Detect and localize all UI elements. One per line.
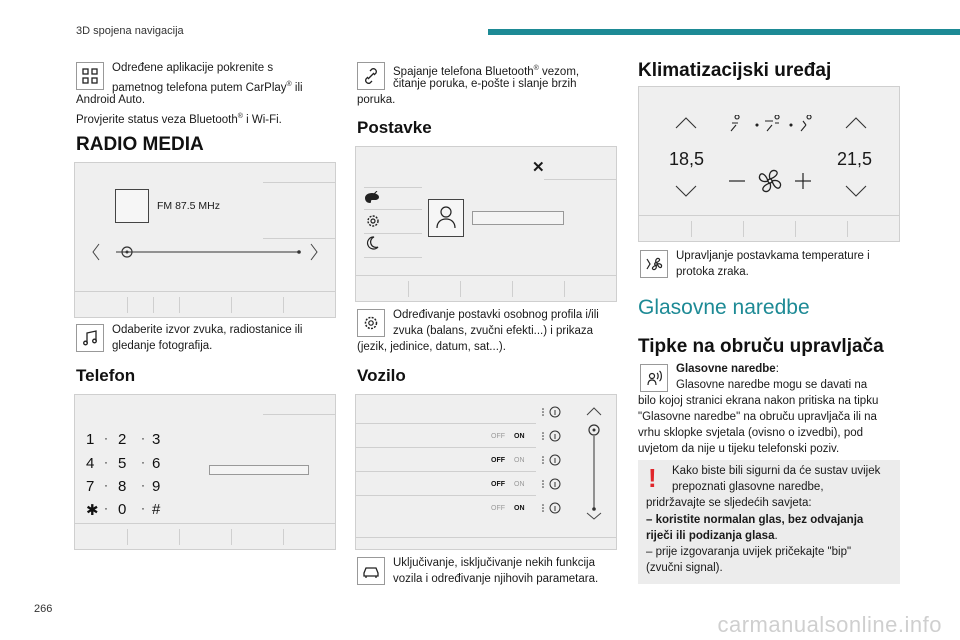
keypad-key: 6 [152,455,161,472]
temp-right-value: 21,5 [837,149,873,169]
settings-gear-icon [357,309,385,337]
vehicle-heading: Vozilo [357,366,406,385]
note-line-3: pridržavajte se sljedećih savjeta: [646,497,812,509]
keypad-key: 7 [86,478,95,495]
keypad-separator: · [104,455,108,469]
phone-number-field [209,465,309,475]
header-title: 3D spojena navigacija [76,25,184,37]
palette-icon [364,191,380,205]
note-line-4: – koristite normalan glas, bez odvajanja [646,514,864,526]
vehicle-desc-line-1: Uključivanje, isključivanje nekih funkcija [393,557,595,569]
toggle-off-label: OFF [491,457,505,464]
info-icon [540,405,564,419]
toggle-on-label: ON [514,433,525,440]
info-icon [540,477,564,491]
intro-line-3: Android Auto. [76,94,146,106]
voice-commands-heading: Glasovne naredbe [638,296,810,319]
voice-para-line-4: vrhu sklopke svjetala (ovisno o izvedbi), pod [638,427,864,439]
temp-left-value: 18,5 [669,149,705,169]
climate-heading: Klimatizacijski uređaj [638,60,832,81]
climate-desc-line-1: Upravljanje postavkama temperature i [676,250,870,262]
vehicle-row-divider [356,495,536,496]
temp-left-down-icon [673,183,699,199]
toggle-off-label: OFF [491,481,505,488]
intro-line-1: Određene aplikacije pokrenite s [112,62,274,74]
moon-icon [364,235,380,251]
keypad-key: 3 [152,431,161,448]
vehicle-row-divider [356,423,536,424]
keypad-key: 9 [152,478,161,495]
steering-wheel-heading: Tipke na obruču upravljača [638,336,884,357]
info-icon [540,429,564,443]
keypad-separator: · [141,478,145,492]
toggle-off-label: OFF [491,505,505,512]
close-icon: ✕ [532,159,545,176]
keypad-key: # [152,501,161,518]
keypad-separator: · [141,455,145,469]
voice-para-line-5: uvjetom da nije u tijeku telefonski poziv. [638,443,840,455]
keypad-key: 0 [118,501,127,518]
gear-icon [364,212,382,230]
car-icon [357,557,385,585]
warning-icon: ! [648,463,657,493]
toggle-on-label: ON [514,457,525,464]
keypad-separator: · [104,501,108,515]
keypad-separator: · [141,501,145,515]
voice-para-line-3: "Glasovne naredbe" na obruču upravljača ili na [638,411,877,423]
settings-desc-line-3: (jezik, jedinice, datum, sat...). [357,341,506,353]
vehicle-row-divider [356,471,536,472]
radio-heading: RADIO MEDIA [76,134,204,155]
note-line-2: prepoznati glasovne naredbe, [672,481,824,493]
keypad-key: 8 [118,478,127,495]
voice-para-line-2: bilo kojoj stranici ekrana nakon pritiska na tipku [638,395,879,407]
note-line-6: – prije izgovaranja uvijek pričekajte "bip" [646,546,852,558]
keypad-separator: · [141,431,145,445]
temp-right-down-icon [843,183,869,199]
radio-desc-line-2: gledanje fotografija. [112,340,213,352]
keypad-key: 4 [86,455,95,472]
bluetooth-line-2: čitanje poruka, e-pošte i slanje brzih [393,78,577,90]
settings-screen-mockup [355,146,617,302]
header-accent-bar [488,29,960,35]
intro-line-2: pametnog telefona putem CarPlay® ili [112,81,303,94]
toggle-off-label: OFF [491,433,505,440]
bluetooth-link-icon [357,62,385,90]
radio-screen-mockup [74,162,336,318]
radio-frequency: FM 87.5 MHz [157,200,221,212]
keypad-separator: · [104,431,108,445]
bluetooth-line-3: poruka. [357,94,396,106]
keypad-key: 1 [86,431,95,448]
intro-line-4: Provjerite status veza Bluetooth® i Wi-Fi. [76,113,282,126]
music-note-icon [76,324,104,352]
radio-cover-art [115,189,149,223]
settings-heading: Postavke [357,118,432,137]
temp-left-up-icon [673,115,699,131]
settings-desc-line-1: Određivanje postavki osobnog profila i/ili [393,309,599,321]
note-line-5: riječi ili podizanja glasa. [646,530,778,542]
profile-avatar [428,199,464,237]
phone-screen-mockup [74,394,336,550]
climate-fan-icon [640,250,668,278]
toggle-on-label: ON [514,481,525,488]
info-icon [540,501,564,515]
bluetooth-line-1: Spajanje telefona Bluetooth® vezom, [393,65,580,78]
apps-grid-icon [76,62,104,90]
fan-speed-control [727,165,813,197]
page-number: 266 [34,603,53,615]
climate-desc-line-2: protoka zraka. [676,266,749,278]
note-line-1: Kako biste bili sigurni da će sustav uvijek [672,465,881,477]
voice-title: Glasovne naredbe: [676,363,779,375]
settings-desc-line-2: zvuka (balans, zvučni efekti...) i prikaza [393,325,594,337]
voice-para-line-1: Glasovne naredbe mogu se davati na [676,379,868,391]
vehicle-scrollbar [582,405,606,521]
watermark: carmanualsonline.info [717,612,942,637]
radio-tuner-slider [89,241,325,263]
phone-heading: Telefon [76,366,136,385]
keypad-key: ✱ [86,502,99,519]
keypad-key: 5 [118,455,127,472]
temp-right-up-icon [843,115,869,131]
keypad-key: 2 [118,431,127,448]
info-icon [540,453,564,467]
vehicle-row-divider [356,447,536,448]
voice-command-icon [640,364,668,392]
vehicle-screen-mockup [355,394,617,550]
toggle-on-label: ON [514,505,525,512]
note-line-7: (zvučni signal). [646,562,723,574]
vehicle-desc-line-2: vozila i određivanje njihovih parametara. [393,573,599,585]
climate-screen-mockup [638,86,900,242]
airflow-modes-icon [727,115,817,135]
radio-desc-line-1: Odaberite izvor zvuka, radiostanice ili [112,324,303,336]
keypad-separator: · [104,478,108,492]
profile-name-field [472,211,564,225]
